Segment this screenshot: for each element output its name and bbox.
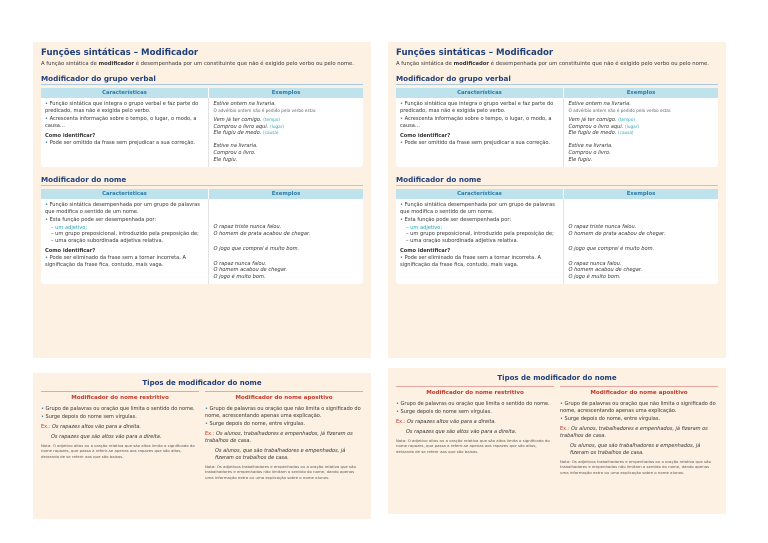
section-heading-verbal: Modificador do grupo verbal bbox=[396, 74, 718, 85]
list-item: • Função sintática desempenhada por um grupo de palavras que modifica o sentido de um nome. bbox=[45, 202, 204, 216]
col-header: Exemplos bbox=[208, 189, 363, 199]
list-subitem: – um grupo preposicional, introduzido pela preposição de; bbox=[51, 231, 199, 238]
list-item: • Surge depois do nome, entre vírgulas. bbox=[205, 421, 363, 428]
appositive-column: Modificador do nome apositivo • Grupo de palavras ou oração que não limita o significado do nome, acrescentando apenas uma explicação. • Surge depois do nome, entre vírgulas. Ex.: Os alunos, trabalhadores e empenhados, já fizeram os trabalhos de casa. Os alunos, que são trabalhadores e empenhados, já fizeram os trabalhos de casa. Nota: Os adjetivos trabalhadores e empenhados ou a oração relativa que são trabalhadores e empenhados não limitam o sentido do nome, dando apenas uma informação extra ou uma explicação sobre o nome alunos. bbox=[205, 391, 363, 480]
example: Estive ontem na livraria. bbox=[568, 101, 631, 108]
example: Estive ontem na livraria. bbox=[213, 101, 276, 108]
section-heading-verbal: Modificador do grupo verbal bbox=[41, 74, 363, 85]
list-item: • Surge depois do nome sem vírgulas. bbox=[396, 409, 554, 416]
example: Estive na livraria. bbox=[568, 143, 613, 150]
how-heading: Como identificar? bbox=[400, 248, 451, 255]
example: O rapaz triste nunca falou. bbox=[568, 223, 637, 230]
example: O rapaz nunca falou. bbox=[213, 260, 267, 267]
col-header: Características bbox=[396, 189, 563, 199]
example: Ele fugiu de medo. bbox=[213, 130, 262, 137]
how-heading: Como identificar? bbox=[45, 248, 96, 255]
list-subitem: – um grupo preposicional, introduzido pela preposição de; bbox=[406, 231, 554, 238]
types-panel-right bbox=[388, 368, 726, 514]
list-item: • Grupo de palavras ou oração que não limita o significado do nome, acrescentando apenas uma explicação. bbox=[560, 401, 718, 415]
example: Comprou o livro. bbox=[568, 150, 611, 157]
types-title: Tipos de modificador do nome bbox=[497, 374, 617, 382]
note: Nota: Os adjetivos trabalhadores e empenhados ou a oração relativa que são trabalhadores e empenhados não limitam o sentido do nome, dando apenas uma informação extra ou uma explicação sobre o nome alunos. bbox=[560, 458, 711, 475]
example: O jogo é muito bom. bbox=[213, 274, 266, 281]
table-verbal: Características Exemplos • Função sintática que integra o grupo verbal e faz parte do predicado, mas não é exigida pelo verbo. • Acrescenta informação sobre o tempo, o lugar, o modo, a causa… Como identificar? • Pode ser omitido da frase sem prejudicar a sua correção. Estive ontem na livraria. O advérbio ontem não é pedido pelo verbo estar. Vem já ter comigo. (tempo) Comprou o livro aqui. (lugar) Ele fugiu de medo. (causa) Estive na livraria. Comprou o livro. Ele fugiu. bbox=[41, 88, 363, 167]
intro-text: A função sintática de modificador é desempenhada por um constituinte que não é exigido pelo verbo ou pelo nome. bbox=[41, 61, 354, 67]
example: O jogo que comprei é muito bom. bbox=[568, 245, 655, 252]
list-item: • Surge depois do nome, entre vírgulas. bbox=[560, 416, 718, 423]
example: O jogo é muito bom. bbox=[568, 274, 621, 281]
section-heading-nominal: Modificador do nome bbox=[41, 175, 363, 186]
example: Estive na livraria. bbox=[213, 143, 258, 150]
table-nominal bbox=[396, 189, 718, 284]
section-heading-nominal: Modificador do nome bbox=[396, 175, 718, 186]
list-subitem: – um adjetivo; bbox=[406, 224, 443, 231]
how-heading: Como identificar? bbox=[45, 132, 96, 139]
col-header: Exemplos bbox=[563, 88, 718, 98]
list-item: • Grupo de palavras ou oração que limita o sentido do nome. bbox=[41, 406, 199, 413]
list-item: • Grupo de palavras ou oração que limita o sentido do nome. bbox=[396, 401, 554, 408]
example: O homem acabou de chegar. bbox=[568, 267, 643, 274]
example: O rapaz nunca falou. bbox=[568, 260, 622, 267]
col-header: Exemplos bbox=[208, 88, 363, 98]
example: Ele fugiu de medo. bbox=[568, 130, 617, 137]
example: O homem de prata acabou de chegar. bbox=[213, 230, 311, 237]
list-item: • Pode ser omitido da frase sem prejudicar a sua correção. bbox=[400, 140, 559, 147]
list-item: • Surge depois do nome sem vírgulas. bbox=[41, 414, 199, 421]
appositive-column: Modificador do nome apositivo • Grupo de palavras ou oração que não limita o significado do nome, acrescentando apenas uma explicação. • Surge depois do nome, entre vírgulas. Ex.: Os alunos, trabalhadores e empenhados, já fizeram os trabalhos de casa. Os alunos, que são trabalhadores e empenhados, já fizeram os trabalhos de casa. Nota: Os adjetivos trabalhadores e empenhados ou a oração relativa que são trabalhadores e empenhados não limitam o sentido do nome, dando apenas uma informação extra ou uma explicação sobre o nome alunos. bbox=[560, 386, 718, 475]
page-panel-right bbox=[388, 42, 726, 358]
col-header: Exemplos bbox=[563, 189, 718, 199]
restrictive-column: Modificador do nome restritivo • Grupo de palavras ou oração que limita o sentido do nome. • Surge depois do nome sem vírgulas. Ex.: Os rapazes altos vão para a direita. Os rapazes que são altos vão para a direita. Nota: O adjetivo altos ou a oração relativa que são altos limita o significado do nome rapazes, que passa a referir-se apenas aos rapazes que são altos, deixando de se referir aos que são baixos. bbox=[396, 386, 554, 475]
list-item: • Função sintática que integra o grupo verbal e faz parte do predicado, mas não é exigida pelo verbo. bbox=[400, 101, 559, 115]
list-item: • Função sintática que integra o grupo verbal e faz parte do predicado, mas não é exigida pelo verbo. bbox=[45, 101, 204, 115]
table-nominal bbox=[41, 189, 363, 284]
restrictive-column: Modificador do nome restritivo • Grupo de palavras ou oração que limita o sentido do nome. • Surge depois do nome sem vírgulas. Ex.: Os rapazes altos vão para a direita. Os rapazes que são altos vão para a direita. Nota: O adjetivo altos ou a oração relativa que são altos limita o significado do nome rapazes, que passa a referir-se apenas aos rapazes que são altos, deixando de se referir aos que são baixos. bbox=[41, 391, 199, 480]
example: Ele fugiu. bbox=[568, 157, 593, 164]
table-verbal: Características Exemplos • Função sintática que integra o grupo verbal e faz parte do predicado, mas não é exigida pelo verbo. • Acrescenta informação sobre o tempo, o lugar, o modo, a causa… Como identificar? • Pode ser omitido da frase sem prejudicar a sua correção. Estive ontem na livraria. O advérbio ontem não é pedido pelo verbo estar. Vem já ter comigo. (tempo) Comprou o livro aqui. (lugar) Ele fugiu de medo. (causa) Estive na livraria. Comprou o livro. Ele fugiu. bbox=[396, 88, 718, 167]
col-header: Características bbox=[41, 88, 208, 98]
intro-text: A função sintática de modificador é desempenhada por um constituinte que não é exigido pelo verbo ou pelo nome. bbox=[396, 61, 709, 67]
example: Comprou o livro aqui. bbox=[213, 123, 269, 130]
example: Vem já ter comigo. bbox=[213, 116, 262, 123]
example: Comprou o livro aqui. bbox=[568, 123, 624, 130]
list-item: • Pode ser eliminado da frase sem a tornar incorreta. A significação da frase fica, contudo, mais vaga. bbox=[45, 255, 204, 269]
list-subitem: – um adjetivo; bbox=[51, 224, 88, 231]
list-item: • Pode ser eliminado da frase sem a tornar incorreta. A significação da frase fica, contudo, mais vaga. bbox=[400, 255, 559, 269]
list-item: • Acrescenta informação sobre o tempo, o lugar, o modo, a causa… bbox=[400, 116, 559, 130]
example: O rapaz triste nunca falou. bbox=[213, 223, 282, 230]
example: Vem já ter comigo. bbox=[568, 116, 617, 123]
list-subitem: – uma oração subordinada adjetiva relativa. bbox=[406, 238, 519, 245]
list-item: • Pode ser omitido da frase sem prejudicar a sua correção. bbox=[45, 140, 204, 147]
example: Comprou o livro. bbox=[213, 150, 256, 157]
note: Nota: O adjetivo altos ou a oração relativa que são altos limita o significado do nome rapazes, que passa a referir-se apenas aos rapazes que são altos, deixando de se referir aos que são baixos. bbox=[41, 442, 195, 459]
list-item: • Esta função pode ser desempenhada por: bbox=[400, 217, 559, 224]
example-note: O advérbio ontem não é pedido pelo verbo estar. bbox=[568, 108, 672, 114]
page-title: Funções sintáticas – Modificador bbox=[396, 48, 554, 58]
page-panel-left bbox=[33, 42, 371, 358]
example: Ele fugiu. bbox=[213, 157, 238, 164]
list-subitem: – uma oração subordinada adjetiva relativa. bbox=[51, 238, 164, 245]
list-item: • Esta função pode ser desempenhada por: bbox=[45, 217, 204, 224]
list-item: • Grupo de palavras ou oração que não limita o significado do nome, acrescentando apenas uma explicação. bbox=[205, 406, 363, 420]
col-header: Características bbox=[396, 88, 563, 98]
example: O jogo que comprei é muito bom. bbox=[213, 245, 300, 252]
example: O homem acabou de chegar. bbox=[213, 267, 288, 274]
note: Nota: O adjetivo altos ou a oração relativa que são altos limita o significado do nome rapazes, que passa a referir-se apenas aos rapazes que são altos, deixando de se referir aos que são baixos. bbox=[396, 437, 550, 454]
example: O homem de prata acabou de chegar. bbox=[568, 230, 666, 237]
note: Nota: Os adjetivos trabalhadores e empenhados ou a oração relativa que são trabalhadores e empenhados não limitam o sentido do nome, dando apenas uma informação extra ou uma explicação sobre o nome alunos. bbox=[205, 463, 356, 480]
list-item: • Acrescenta informação sobre o tempo, o lugar, o modo, a causa… bbox=[45, 116, 204, 130]
list-item: • Função sintática desempenhada por um grupo de palavras que modifica o sentido de um nome. bbox=[400, 202, 559, 216]
how-heading: Como identificar? bbox=[400, 132, 451, 139]
page-title: Funções sintáticas – Modificador bbox=[41, 48, 199, 58]
types-panel-left bbox=[33, 373, 371, 519]
types-title: Tipos de modificador do nome bbox=[142, 379, 262, 387]
col-header: Características bbox=[41, 189, 208, 199]
example-note: O advérbio ontem não é pedido pelo verbo estar. bbox=[213, 108, 317, 114]
